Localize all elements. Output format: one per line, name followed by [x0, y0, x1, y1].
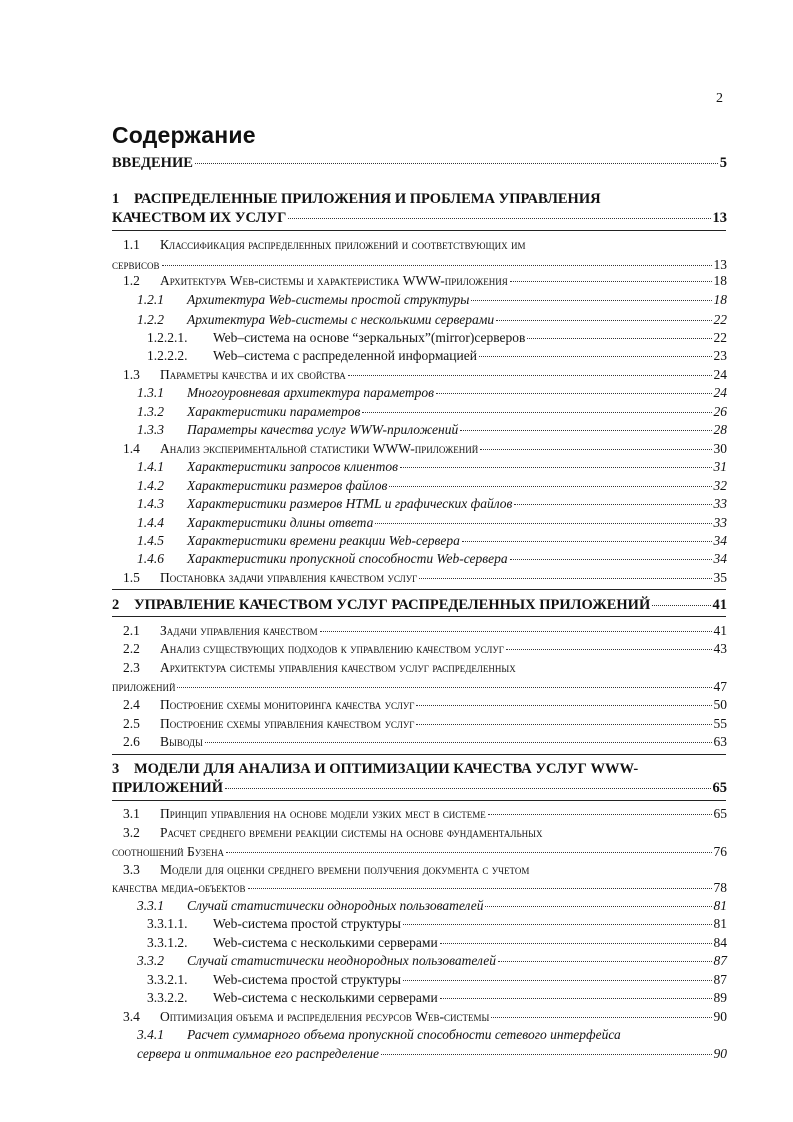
toc-entry-title: Выводы [160, 734, 203, 749]
toc-entry-continuation[interactable] [137, 1046, 727, 1062]
toc-entry-title-continued: сервера и оптимальное его распределение [137, 1046, 379, 1061]
toc-entry-number: 3.4.1 [137, 1027, 164, 1042]
toc-entry-title-continued: качества медиа-объектов [112, 880, 246, 895]
toc-leader-dots [162, 265, 712, 266]
toc-leader-dots [510, 281, 712, 282]
toc-entry[interactable] [147, 935, 727, 951]
toc-leader-dots [480, 449, 711, 450]
toc-entry[interactable] [123, 641, 727, 657]
toc-leader-dots [440, 943, 712, 944]
toc-entry-page: 18 [713, 292, 727, 307]
toc-entry[interactable] [137, 953, 727, 969]
toc-entry-page: 24 [713, 385, 727, 400]
toc-entry-number: 2.3 [123, 660, 140, 675]
toc-entry[interactable] [147, 990, 727, 1006]
toc-entry-page: 32 [713, 478, 727, 493]
toc-leader-dots [403, 980, 712, 981]
toc-entry-title: Анализ экспериментальной статистики WWW-приложений [160, 441, 479, 456]
toc-entry-title: Оптимизация объема и распределения ресурсов Web-системы [160, 1009, 490, 1024]
toc-entry-page: 33 [713, 515, 727, 530]
toc-entry-page: 33 [713, 496, 727, 511]
toc-entry-number: 3.3.1.2. [147, 935, 188, 950]
section-divider [112, 800, 726, 801]
toc-entry[interactable] [112, 761, 727, 778]
toc-entry-title: МОДЕЛИ ДЛЯ АНАЛИЗА И ОПТИМИЗАЦИИ КАЧЕСТВА УСЛУГ WWW- [134, 761, 639, 777]
toc-entry[interactable] [137, 459, 727, 475]
toc-leader-dots [479, 356, 712, 357]
toc-entry-title: Архитектура Web-системы простой структуры [187, 292, 470, 307]
toc-entry-page: 22 [713, 312, 727, 327]
toc-entry[interactable] [123, 1009, 727, 1025]
toc-entry-number: 1.4.4 [137, 515, 164, 530]
toc-entry-continuation[interactable] [112, 780, 727, 797]
toc-entry[interactable] [112, 191, 727, 208]
toc-leader-dots [652, 605, 710, 606]
toc-entry-page: 22 [713, 330, 727, 345]
toc-entry-page: 35 [713, 570, 727, 585]
toc-entry-page: 55 [713, 716, 727, 731]
toc-entry[interactable] [123, 237, 727, 253]
toc-entry-title: УПРАВЛЕНИЕ КАЧЕСТВОМ УСЛУГ РАСПРЕДЕЛЕННЫХ ПРИЛОЖЕНИЙ [134, 597, 651, 613]
toc-entry-number: 3.4 [123, 1009, 140, 1024]
toc-entry-title: Характеристики параметров [187, 404, 361, 419]
toc-leader-dots [195, 163, 718, 164]
toc-entry-number: 3.3.1.1. [147, 916, 188, 931]
toc-entry-page: 84 [713, 935, 727, 950]
toc-entry-number: 1.4.6 [137, 551, 164, 566]
toc-entry-page: 65 [712, 780, 727, 796]
toc-entry-number: 1.3.3 [137, 422, 164, 437]
toc-entry-number: 1 [112, 191, 120, 207]
toc-leader-dots [348, 375, 712, 376]
toc-entry-number: 1.3 [123, 367, 140, 382]
toc-entry-title: Параметры качества и их свойства [160, 367, 346, 382]
toc-leader-dots [205, 742, 712, 743]
toc-entry-title: Характеристики пропускной способности Web-сервера [187, 551, 508, 566]
toc-entry-page: 63 [713, 734, 727, 749]
toc-entry-title: Характеристики запросов клиентов [187, 459, 398, 474]
toc-entry-title: Web-система с несколькими серверами [213, 990, 438, 1005]
toc-entry[interactable] [137, 422, 727, 438]
toc-entry[interactable] [123, 697, 727, 713]
toc-entry-title: Архитектура Web-системы и характеристика WWW-приложения [160, 273, 508, 288]
toc-entry-title: Модели для оценки среднего времени получения документа с учетом [160, 862, 530, 877]
toc-entry-page: 81 [713, 916, 727, 931]
toc-entry-page: 13 [712, 210, 727, 226]
toc-entry-page: 87 [713, 972, 727, 987]
toc-entry-title: Параметры качества услуг WWW-приложений [187, 422, 459, 437]
toc-entry-title: Постановка задачи управления качеством услуг [160, 570, 418, 585]
toc-leader-dots [506, 649, 712, 650]
toc-entry-number: 2.4 [123, 697, 140, 712]
toc-leader-dots [440, 998, 712, 999]
toc-entry-title: Архитектура Web-системы с несколькими серверами [187, 312, 495, 327]
toc-entry-number: 1.2.2.1. [147, 330, 188, 345]
toc-entry-page: 18 [713, 273, 727, 288]
toc-entry-title: Расчет суммарного объема пропускной способности сетевого интерфейса [187, 1027, 621, 1042]
toc-entry-title: Web-система с несколькими серверами [213, 935, 438, 950]
toc-entry-continuation[interactable] [112, 679, 727, 695]
toc-entry-page: 24 [713, 367, 727, 382]
toc-entry-number: 1.4.2 [137, 478, 164, 493]
toc-entry[interactable] [123, 367, 727, 383]
toc-entry-number: 1.4 [123, 441, 140, 456]
toc-entry-page: 87 [713, 953, 727, 968]
toc-entry[interactable] [147, 916, 727, 932]
toc-entry-number: 2.6 [123, 734, 140, 749]
toc-entry[interactable] [137, 292, 727, 308]
toc-entry-title: Многоуровневая архитектура параметров [187, 385, 434, 400]
toc-entry-title: Web-система простой структуры [213, 972, 401, 987]
toc-leader-dots [288, 218, 710, 219]
section-divider [112, 616, 726, 617]
toc-leader-dots [485, 906, 711, 907]
toc-entry[interactable] [123, 660, 727, 676]
toc-entry-number: 3.2 [123, 825, 140, 840]
toc-entry-number: 3 [112, 761, 120, 777]
toc-entry-continuation[interactable] [112, 210, 727, 227]
toc-leader-dots [320, 631, 712, 632]
toc-entry[interactable] [137, 404, 727, 420]
toc-entry[interactable] [123, 862, 727, 878]
toc-leader-dots [510, 559, 712, 560]
toc-entry-number: 1.1 [123, 237, 140, 252]
toc-entry[interactable] [123, 273, 727, 289]
toc-entry-page: 26 [713, 404, 727, 419]
toc-entry[interactable] [137, 898, 727, 914]
toc-leader-dots [488, 814, 712, 815]
toc-entry-title: РАСПРЕДЕЛЕННЫЕ ПРИЛОЖЕНИЯ И ПРОБЛЕМА УПРАВЛЕНИЯ [134, 191, 601, 207]
toc-entry-page: 23 [713, 348, 727, 363]
toc-entry-title: Принцип управления на основе модели узких мест в системе [160, 806, 486, 821]
toc-entry-title: Случай статистически неоднородных пользователей [187, 953, 496, 968]
toc-entry-page: 30 [713, 441, 727, 456]
toc-entry-page: 41 [712, 597, 727, 613]
toc-entry-number: 1.3.2 [137, 404, 164, 419]
toc-leader-dots [403, 924, 712, 925]
toc-entry-title: Расчет среднего времени реакции системы на основе фундаментальных [160, 825, 543, 840]
toc-entry-page: 89 [713, 990, 727, 1005]
toc-entry-continuation[interactable] [112, 844, 727, 860]
toc-entry-title: Характеристики размеров файлов [187, 478, 388, 493]
toc-entry-page: 47 [713, 679, 727, 694]
toc-leader-dots [471, 300, 711, 301]
toc-entry[interactable] [137, 1027, 727, 1043]
toc-leader-dots [514, 504, 711, 505]
toc-entry-number: 1.4.1 [137, 459, 164, 474]
toc-entry[interactable] [147, 348, 727, 364]
toc-entry[interactable] [112, 597, 727, 614]
toc-entry[interactable] [147, 972, 727, 988]
section-divider [112, 230, 726, 231]
toc-entry-page: 90 [713, 1009, 727, 1024]
toc-entry[interactable] [123, 716, 727, 732]
toc-entry-title: Анализ существующих подходов к управлению качеством услуг [160, 641, 504, 656]
toc-leader-dots [389, 486, 711, 487]
toc-entry[interactable] [137, 385, 727, 401]
toc-entry-number: 1.2.2 [137, 312, 164, 327]
toc-leader-dots [419, 578, 711, 579]
toc-entry-title: Web–система с распределенной информацией [213, 348, 477, 363]
toc-entry-number: 1.2.1 [137, 292, 164, 307]
toc-entry-page: 90 [713, 1046, 727, 1061]
toc-entry-number: 1.3.1 [137, 385, 164, 400]
toc-entry-number: 2 [112, 597, 120, 613]
toc-leader-dots [416, 724, 711, 725]
toc-entry-title-continued: КАЧЕСТВОМ ИХ УСЛУГ [112, 210, 287, 226]
toc-entry[interactable] [123, 570, 727, 586]
toc-entry-page: 28 [713, 422, 727, 437]
toc-entry-title: Характеристики времени реакции Web-сервера [187, 533, 460, 548]
toc-entry-title: Web-система простой структуры [213, 916, 401, 931]
toc-entry-continuation[interactable] [112, 257, 727, 273]
toc-leader-dots [462, 541, 712, 542]
toc-entry-number: 2.5 [123, 716, 140, 731]
toc-leader-dots [460, 430, 711, 431]
toc-entry-page: 81 [713, 898, 727, 913]
toc-entry[interactable] [112, 155, 727, 172]
toc-leader-dots [436, 393, 712, 394]
page-title: Содержание [112, 122, 256, 148]
toc-entry-number: 1.2.2.2. [147, 348, 188, 363]
toc-entry[interactable] [123, 441, 727, 457]
section-divider [112, 589, 726, 590]
toc-entry-title: Web–система на основе “зеркальных”(mirror)серверов [213, 330, 526, 345]
toc-entry-number: 3.3.2.1. [147, 972, 188, 987]
toc-leader-dots [177, 687, 711, 688]
toc-entry-title-continued: приложений [112, 679, 176, 694]
toc-entry-continuation[interactable] [112, 880, 727, 896]
toc-entry-number: 3.3.2 [137, 953, 164, 968]
toc-entry[interactable] [137, 312, 727, 328]
toc-entry-title: ВВЕДЕНИЕ [112, 155, 193, 171]
toc-entry[interactable] [137, 551, 727, 567]
toc-entry-page: 78 [713, 880, 727, 895]
toc-leader-dots [362, 412, 711, 413]
toc-entry-number: 1.5 [123, 570, 140, 585]
page-number: 2 [716, 91, 723, 106]
toc-leader-dots [416, 705, 711, 706]
toc-entry-number: 3.3 [123, 862, 140, 877]
toc-entry-page: 34 [713, 551, 727, 566]
toc-entry-title: Построение схемы мониторинга качества услуг [160, 697, 415, 712]
toc-entry[interactable] [123, 623, 727, 639]
toc-leader-dots [381, 1054, 712, 1055]
toc-entry[interactable] [137, 478, 727, 494]
toc-entry-page: 13 [713, 257, 727, 272]
toc-entry-title: Построение схемы управления качеством услуг [160, 716, 415, 731]
toc-entry[interactable] [123, 734, 727, 750]
toc-entry-title: Задачи управления качеством [160, 623, 318, 638]
toc-entry-title: Архитектура системы управления качеством услуг распределенных [160, 660, 516, 675]
toc-leader-dots [248, 888, 712, 889]
toc-entry-title: Характеристики длины ответа [187, 515, 374, 530]
toc-entry-page: 31 [713, 459, 727, 474]
toc-entry[interactable] [137, 496, 727, 512]
toc-leader-dots [375, 523, 711, 524]
toc-entry[interactable] [123, 806, 727, 822]
toc-entry[interactable] [137, 515, 727, 531]
toc-entry[interactable] [137, 533, 727, 549]
toc-entry-page: 65 [713, 806, 727, 821]
toc-entry-page: 50 [713, 697, 727, 712]
toc-leader-dots [496, 320, 711, 321]
section-divider [112, 754, 726, 755]
toc-leader-dots [527, 338, 711, 339]
toc-entry[interactable] [123, 825, 727, 841]
toc-entry-number: 1.2 [123, 273, 140, 288]
toc-entry-title-continued: сервисов [112, 257, 160, 272]
toc-entry-number: 3.3.2.2. [147, 990, 188, 1005]
toc-leader-dots [498, 961, 712, 962]
toc-entry-title: Классификация распределенных приложений и соответствующих им [160, 237, 526, 252]
toc-entry-page: 76 [713, 844, 727, 859]
toc-entry-page: 5 [719, 155, 727, 171]
toc-leader-dots [225, 788, 711, 789]
toc-entry-number: 1.4.3 [137, 496, 164, 511]
toc-entry-title-continued: соотношений Бузена [112, 844, 224, 859]
toc-entry-number: 2.2 [123, 641, 140, 656]
toc-entry-page: 34 [713, 533, 727, 548]
toc-leader-dots [400, 467, 712, 468]
toc-entry[interactable] [147, 330, 727, 346]
toc-entry-page: 41 [713, 623, 727, 638]
toc-entry-page: 43 [713, 641, 727, 656]
toc-entry-number: 1.4.5 [137, 533, 164, 548]
toc-entry-number: 3.1 [123, 806, 140, 821]
toc-entry-title: Характеристики размеров HTML и графических файлов [187, 496, 513, 511]
toc-entry-number: 3.3.1 [137, 898, 164, 913]
toc-leader-dots [491, 1017, 711, 1018]
toc-entry-title-continued: ПРИЛОЖЕНИЙ [112, 780, 223, 796]
toc-leader-dots [226, 852, 712, 853]
toc-entry-title: Случай статистически однородных пользователей [187, 898, 484, 913]
toc-entry-number: 2.1 [123, 623, 140, 638]
